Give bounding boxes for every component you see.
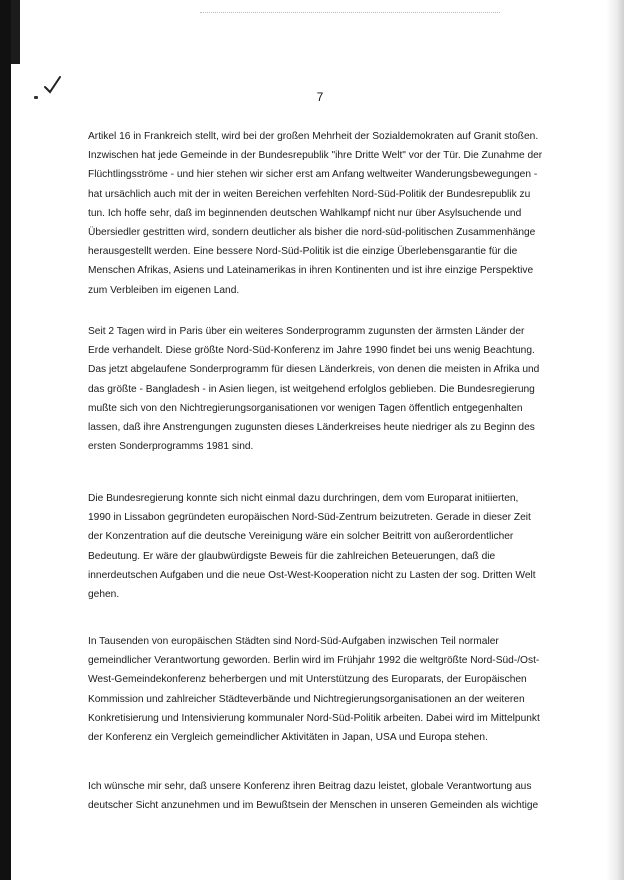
text-line: mußte sich von den Nichtregierungsorganisationen vor wenigen Tagen öffentlich entgegenhalten bbox=[88, 402, 523, 414]
text-line: der Konzentration auf die deutsche Vereinigung wäre ein solcher Beitritt von außerordentlicher bbox=[88, 531, 514, 543]
text-line: Inzwischen hat jede Gemeinde in der Bundesrepublik "ihre Dritte Welt" vor der Tür. Die Zunahme der bbox=[88, 150, 543, 162]
text-line: innerdeutschen Aufgaben und die neue Ost-West-Kooperation nicht zu Lasten der sog. Dritten Welt bbox=[88, 569, 536, 581]
text-line: deutscher Sicht anzunehmen und im Bewußtsein der Menschen in unseren Gemeinden als wichtige bbox=[88, 800, 539, 812]
text-line: Kommission und zahlreicher Städteverbände und Nichtregierungsorganisationen an der weiteren bbox=[88, 693, 525, 705]
text-line: Konkretisierung und Intensivierung kommunaler Nord-Süd-Politik arbeiten. Dabei wird im Mittelpunkt bbox=[88, 712, 540, 724]
paragraph-4 bbox=[88, 632, 558, 747]
text-line: Das jetzt abgelaufene Sonderprogramm für diesen Länderkreis, von denen die meisten in Afrika und bbox=[88, 364, 540, 376]
text-line: gehen. bbox=[88, 589, 120, 601]
text-line: Erde verhandelt. Diese größte Nord-Süd-Konferenz im Jahre 1990 findet bei uns wenig Beachtung. bbox=[88, 345, 535, 357]
scan-binding-shadow bbox=[0, 0, 11, 880]
text-line: das größte - Bangladesh - in Asien liegen, ist weitgehend erfolglos geblieben. Die Bundesregierung bbox=[88, 383, 535, 395]
paragraph-2 bbox=[88, 322, 558, 456]
text-line: Artikel 16 in Frankreich stellt, wird bei der großen Mehrheit der Sozialdemokraten auf Granit stoßen. bbox=[88, 131, 539, 142]
paragraph-3 bbox=[88, 489, 558, 604]
text-line: 1990 in Lissabon gegründeten europäischen Nord-Süd-Zentrum beizutreten. Gerade in dieser Zeit bbox=[88, 512, 531, 524]
scan-right-edge-shadow bbox=[606, 0, 624, 880]
scan-top-smudge bbox=[200, 12, 500, 14]
text-line: herausgestellt werden. Eine bessere Nord-Süd-Politik ist die einzige Überlebensgarantie für die bbox=[88, 246, 518, 258]
text-line: Menschen Afrikas, Asiens und Lateinamerikas in ihren Kontinenten und ist ihre einzige Perspektive bbox=[88, 265, 534, 277]
text-line: West-Gemeindekonferenz beherbergen und mit Unterstützung des Europarats, der Europäischen bbox=[88, 674, 527, 686]
text-line: lassen, daß ihre Anstrengungen zugunsten dieses Länderkreises heute niedriger als zu Beginn des bbox=[88, 422, 535, 434]
text-line: ersten Sonderprogramms 1981 sind. bbox=[88, 441, 254, 453]
text-line: Übersiedler gestritten wird, sondern deutlicher als bisher die nord-süd-politischen Zusammenhänge bbox=[88, 227, 536, 239]
text-line: gemeindlicher Verantwortung geworden. Berlin wird im Frühjahr 1992 die weltgrößte Nord-Süd-/Ost- bbox=[88, 655, 540, 667]
text-line: Die Bundesregierung konnte sich nicht einmal dazu durchringen, dem vom Europarat initiierten, bbox=[88, 493, 519, 504]
scan-stray-mark bbox=[34, 96, 38, 99]
text-line: In Tausenden von europäischen Städten sind Nord-Süd-Aufgaben inzwischen Teil normaler bbox=[88, 636, 499, 647]
text-line: tun. Ich hoffe sehr, daß im beginnenden deutschen Wahlkampf nicht nur über Asylsuchende und bbox=[88, 207, 522, 219]
page-number: 7 bbox=[316, 90, 324, 104]
text-line: Flüchtlingsströme - und hier stehen wir sicher erst am Anfang weltweiter Wanderungsbewegungen - bbox=[88, 169, 538, 181]
text-line: Ich wünsche mir sehr, daß unsere Konferenz ihren Beitrag dazu leistet, globale Verantwortung aus bbox=[88, 781, 532, 792]
handwritten-check-mark bbox=[42, 74, 64, 96]
text-line: zum Verbleiben im eigenen Land. bbox=[88, 284, 240, 296]
text-line: hat ursächlich auch mit der in weiten Bereichen verfehlten Nord-Süd-Politik der Bundesrepublik zu bbox=[88, 188, 531, 200]
scan-binding-notch bbox=[11, 0, 20, 64]
text-line: der Konferenz ein Vergleich gemeindlicher Aktivitäten in Japan, USA und Europa stehen. bbox=[88, 732, 488, 744]
paragraph-5 bbox=[88, 777, 558, 815]
text-line: Bedeutung. Er wäre der glaubwürdigste Beweis für die zahlreichen Beteuerungen, daß die bbox=[88, 550, 496, 562]
text-line: Seit 2 Tagen wird in Paris über ein weiteres Sonderprogramm zugunsten der ärmsten Länder der bbox=[88, 326, 525, 337]
paragraph-1 bbox=[88, 127, 558, 300]
